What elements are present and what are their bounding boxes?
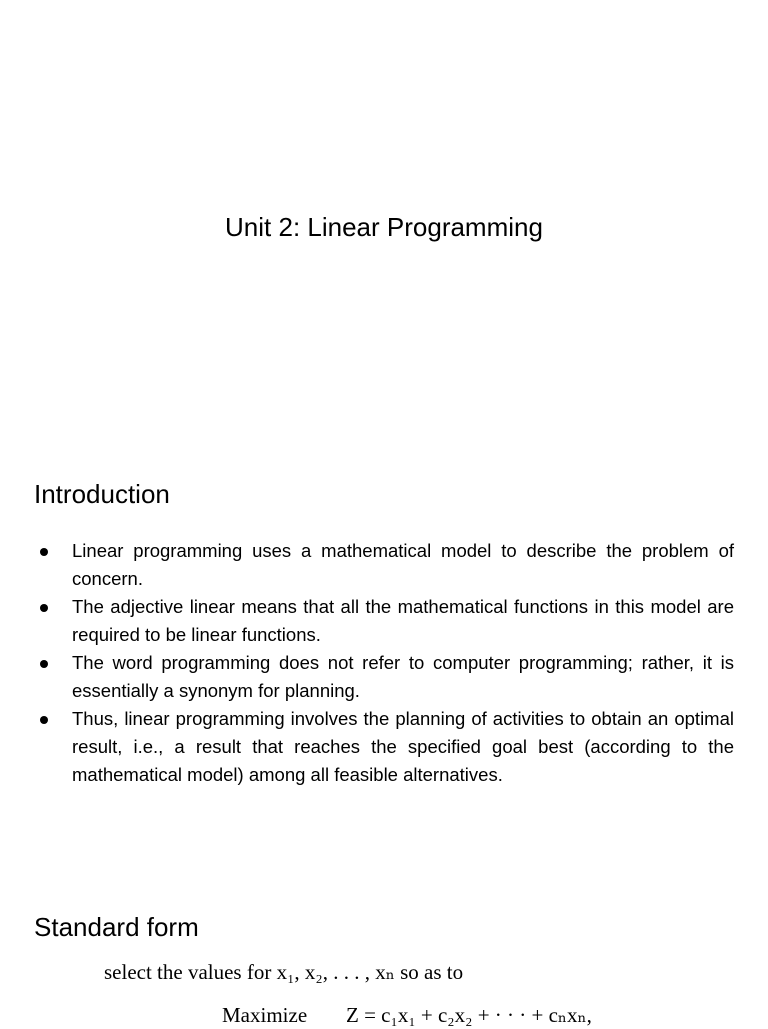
- bullet-icon: [40, 716, 48, 724]
- list-item: [40, 537, 734, 593]
- introduction-bullet-list: [40, 537, 734, 789]
- bullet-text: Thus, linear programming involves the planning of activities to obtain an optimal result, i.e., a result that reaches the specified goal best (according to the mathematical model) among all feasible alternatives.: [72, 708, 734, 785]
- bullet-icon: [40, 548, 48, 556]
- objective-label: Maximize: [222, 1003, 308, 1027]
- list-item: [40, 649, 734, 705]
- bullet-text: Linear programming uses a mathematical model to describe the problem of concern.: [72, 540, 734, 589]
- math-select-line: select the values for x₁, x₂, . . . , xₙ so as to: [104, 960, 464, 984]
- page-title: Unit 2: Linear Programming: [225, 212, 543, 242]
- math-objective-line: [222, 1001, 592, 1029]
- bullet-icon: [40, 604, 48, 612]
- objective-expression: Z = c₁x₁ + c₂x₂ + · · · + cₙxₙ,: [346, 1003, 592, 1027]
- list-item: [40, 705, 734, 789]
- standard-form-heading: Standard form: [34, 912, 199, 942]
- bullet-text: The adjective linear means that all the mathematical functions in this model are required to be linear functions.: [72, 596, 734, 645]
- introduction-heading: Introduction: [34, 479, 170, 509]
- list-item: [40, 593, 734, 649]
- bullet-icon: [40, 660, 48, 668]
- bullet-text: The word programming does not refer to computer programming; rather, it is essentially a synonym for planning.: [72, 652, 734, 701]
